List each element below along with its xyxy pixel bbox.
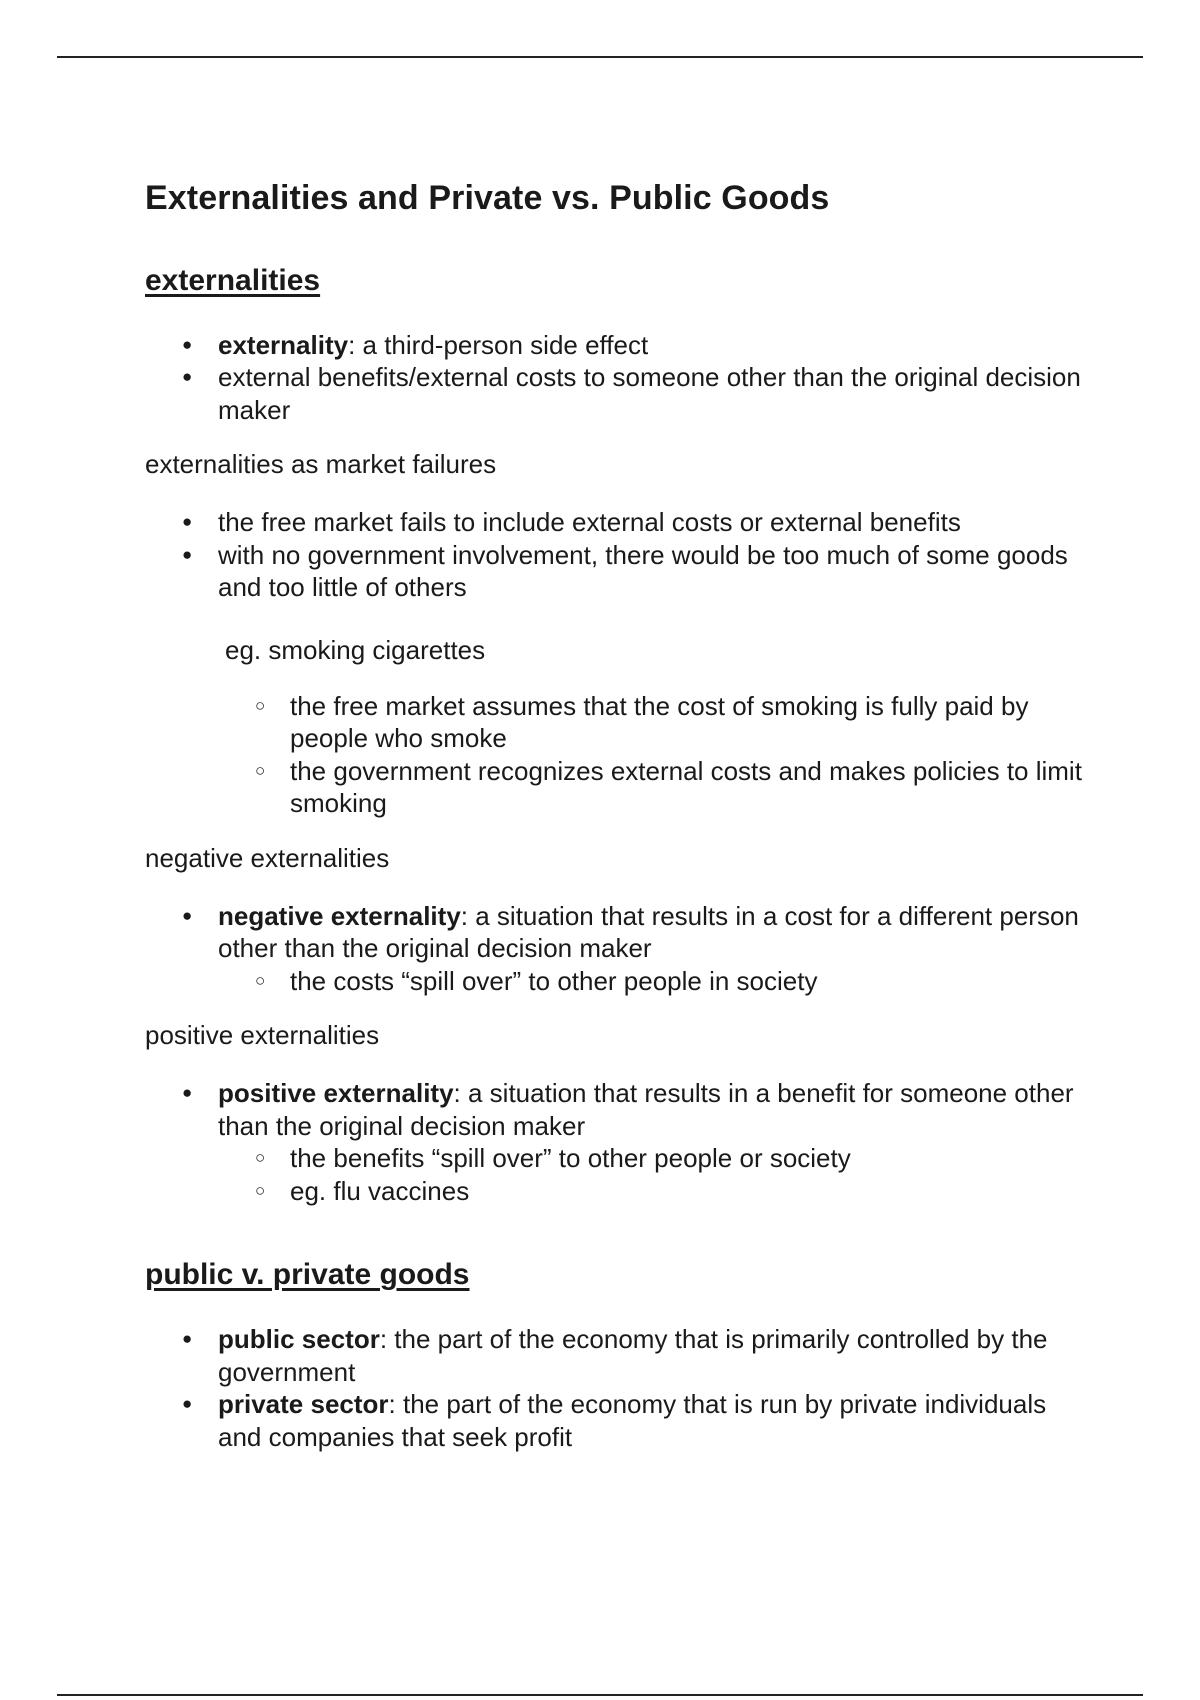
definition-text: external benefits/external costs to someone other than the original decision maker: [218, 362, 1081, 425]
negative-externality-list: [145, 900, 1095, 998]
list-item: [145, 1077, 1095, 1207]
term-label: private sector: [218, 1389, 389, 1420]
list-item: [145, 361, 1095, 426]
list-item: [145, 1388, 1095, 1453]
subheading-negative-externalities: negative externalities: [145, 842, 390, 873]
bottom-rule: [57, 1694, 1143, 1696]
subheading-market-failures: externalities as market failures: [145, 449, 497, 480]
definition-text: : the part of the economy that is primarily controlled by the government: [218, 1324, 1048, 1387]
definition-text: : a situation that results in a benefit for someone other than the original decision maker: [218, 1078, 1074, 1141]
list-item: ○ eg. flu vaccines: [218, 1175, 1095, 1208]
list-item: [145, 900, 1095, 998]
positive-sub-list: [218, 1142, 1095, 1207]
top-rule: [57, 56, 1143, 58]
term-label: positive externality: [218, 1078, 454, 1109]
smoking-example-list: [218, 690, 1095, 820]
example-label: eg. smoking cigarettes: [225, 634, 486, 665]
definition-text: : the part of the economy that is run by private individuals and companies that seek profit: [218, 1389, 1047, 1452]
list-item: ○ the free market assumes that the cost of smoking is fully paid by people who smoke: [218, 690, 1095, 755]
definition-text: : a third-person side effect: [348, 329, 649, 360]
list-item: ● the free market fails to include external costs or external benefits: [145, 506, 1095, 539]
term-label: externality: [218, 329, 349, 360]
list-item: ○ the costs “spill over” to other people in society: [218, 965, 1095, 998]
term-label: public sector: [218, 1324, 380, 1355]
positive-externality-list: [145, 1077, 1095, 1207]
list-item: ● with no government involvement, there would be too much of some goods and too little of others: [145, 539, 1095, 604]
negative-sub-list: [218, 965, 1095, 998]
list-item: ○ the benefits “spill over” to other people or society: [218, 1142, 1095, 1175]
definition-text: : a situation that results in a cost for a different person other than the original decision maker: [218, 900, 1079, 964]
market-failures-list: [145, 506, 1095, 604]
list-item: [145, 1323, 1095, 1388]
list-item: ○ the government recognizes external costs and makes policies to limit smoking: [218, 755, 1095, 820]
section-heading-externalities: externalities: [145, 263, 321, 297]
section-heading-goods: public v. private goods: [145, 1258, 470, 1292]
term-label: negative externality: [218, 900, 461, 931]
subheading-positive-externalities: positive externalities: [145, 1020, 380, 1051]
list-item: [145, 329, 1095, 362]
sector-definition-list: [145, 1323, 1095, 1453]
externality-definition-list: [145, 329, 1095, 427]
page-title: Externalities and Private vs. Public Goods: [145, 179, 830, 217]
document-body: [145, 178, 1095, 1475]
